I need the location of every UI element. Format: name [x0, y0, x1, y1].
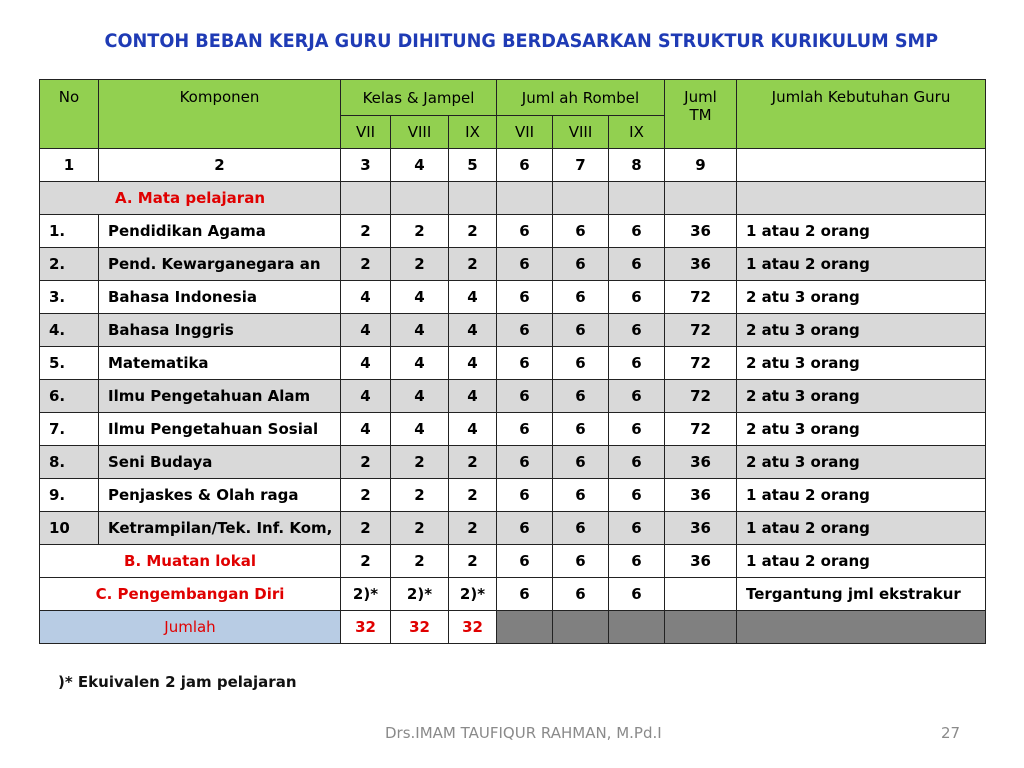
- empty-cell: [391, 182, 449, 215]
- shaded-cell: [665, 611, 737, 644]
- empty-cell: [665, 182, 737, 215]
- cell-jampel-ix: 4: [449, 347, 497, 380]
- cell-jampel-vii: 4: [341, 314, 391, 347]
- cell-jampel-viii: 4: [391, 380, 449, 413]
- subheader-rombel-ix: IX: [609, 116, 665, 149]
- cell-jampel-ix: 4: [449, 314, 497, 347]
- header-kelas-jampel: Kelas & Jampel: [341, 80, 497, 116]
- row-subject: Bahasa Indonesia: [99, 281, 341, 314]
- cell-jampel-vii: 2: [341, 446, 391, 479]
- cell-jampel-vii: 4: [341, 347, 391, 380]
- cell-rombel-viii: 6: [553, 512, 609, 545]
- table-row: [40, 347, 986, 380]
- table-row: [40, 314, 986, 347]
- cell-juml-tm: 72: [665, 314, 737, 347]
- cell-jampel-vii: 4: [341, 281, 391, 314]
- jumlah-row: [40, 611, 986, 644]
- cell-rombel-vii: 6: [497, 446, 553, 479]
- subheader-kelas-viii: VIII: [391, 116, 449, 149]
- cell-jampel-ix: 2: [449, 215, 497, 248]
- empty-cell: [553, 182, 609, 215]
- author-footer: Drs.IMAM TAUFIQUR RAHMAN, M.Pd.I: [385, 724, 662, 742]
- slide-title: CONTOH BEBAN KERJA GURU DIHITUNG BERDASARKAN STRUKTUR KURIKULUM SMP: [104, 30, 939, 52]
- table-row: [40, 248, 986, 281]
- cell-jampel-viii: 2: [391, 215, 449, 248]
- cell-jampel-ix: 2: [449, 248, 497, 281]
- cell-rombel-vii: 6: [497, 413, 553, 446]
- cell-jampel-ix: 2: [449, 446, 497, 479]
- empty-cell: [497, 182, 553, 215]
- jumlah-vii: 32: [341, 611, 391, 644]
- cell-rombel-ix: 6: [609, 314, 665, 347]
- workload-table: [39, 79, 986, 644]
- row-subject: Bahasa Inggris: [99, 314, 341, 347]
- cell-jampel-ix: 4: [449, 281, 497, 314]
- pengembangan-diri-label: C. Pengembangan Diri: [40, 578, 341, 611]
- numbering-cell: 6: [497, 149, 553, 182]
- cell-jampel-ix: 2)*: [449, 578, 497, 611]
- cell-juml-tm: 36: [665, 215, 737, 248]
- cell-jampel-vii: 2: [341, 545, 391, 578]
- table-row: [40, 479, 986, 512]
- numbering-cell: 8: [609, 149, 665, 182]
- cell-kebutuhan: 2 atu 3 orang: [737, 380, 986, 413]
- cell-kebutuhan: 2 atu 3 orang: [737, 314, 986, 347]
- cell-juml-tm: 36: [665, 248, 737, 281]
- table-row: [40, 281, 986, 314]
- footnote: )* Ekuivalen 2 jam pelajaran: [58, 673, 297, 691]
- header-no: No: [40, 80, 99, 149]
- cell-rombel-viii: 6: [553, 248, 609, 281]
- cell-jampel-viii: 4: [391, 314, 449, 347]
- empty-cell: [341, 182, 391, 215]
- cell-jampel-ix: 2: [449, 512, 497, 545]
- shaded-cell: [553, 611, 609, 644]
- row-number: 1.: [40, 215, 99, 248]
- cell-kebutuhan: 2 atu 3 orang: [737, 413, 986, 446]
- cell-rombel-ix: 6: [609, 248, 665, 281]
- header-kebutuhan: Jumlah Kebutuhan Guru: [737, 80, 986, 149]
- cell-jampel-vii: 2)*: [341, 578, 391, 611]
- cell-kebutuhan: 1 atau 2 orang: [737, 215, 986, 248]
- subheader-kelas-vii: VII: [341, 116, 391, 149]
- cell-rombel-vii: 6: [497, 479, 553, 512]
- cell-jampel-ix: 4: [449, 380, 497, 413]
- header-row: [40, 80, 986, 116]
- jumlah-viii: 32: [391, 611, 449, 644]
- cell-juml-tm: 36: [665, 512, 737, 545]
- page-number: 27: [941, 724, 961, 742]
- numbering-row: [40, 149, 986, 182]
- empty-cell: [609, 182, 665, 215]
- cell-jampel-vii: 4: [341, 413, 391, 446]
- numbering-cell: 3: [341, 149, 391, 182]
- cell-jampel-ix: 2: [449, 479, 497, 512]
- header-juml-rombel: Juml ah Rombel: [497, 80, 665, 116]
- row-subject: Pend. Kewarganegara an: [99, 248, 341, 281]
- row-number: 7.: [40, 413, 99, 446]
- cell-rombel-vii: 6: [497, 248, 553, 281]
- row-subject: Ilmu Pengetahuan Alam: [99, 380, 341, 413]
- row-number: 3.: [40, 281, 99, 314]
- cell-kebutuhan: 2 atu 3 orang: [737, 446, 986, 479]
- header-juml-tm: [665, 80, 737, 149]
- header-komponen: Komponen: [99, 80, 341, 149]
- cell-kebutuhan: 1 atau 2 orang: [737, 545, 986, 578]
- shaded-cell: [737, 611, 986, 644]
- subheader-rombel-vii: VII: [497, 116, 553, 149]
- jumlah-label-text: Jumlah: [164, 618, 216, 636]
- cell-jampel-viii: 2: [391, 446, 449, 479]
- muatan-lokal-label: B. Muatan lokal: [40, 545, 341, 578]
- jumlah-ix: 32: [449, 611, 497, 644]
- cell-jampel-vii: 2: [341, 479, 391, 512]
- cell-rombel-vii: 6: [497, 380, 553, 413]
- cell-rombel-ix: 6: [609, 347, 665, 380]
- cell-rombel-ix: 6: [609, 380, 665, 413]
- cell-rombel-viii: 6: [553, 578, 609, 611]
- cell-rombel-ix: 6: [609, 512, 665, 545]
- cell-jampel-vii: 2: [341, 215, 391, 248]
- numbering-cell: 1: [40, 149, 99, 182]
- cell-juml-tm: 72: [665, 281, 737, 314]
- empty-cell: [737, 182, 986, 215]
- cell-juml-tm: [665, 578, 737, 611]
- cell-juml-tm: 36: [665, 545, 737, 578]
- cell-rombel-vii: 6: [497, 314, 553, 347]
- pengembangan-diri-row: [40, 578, 986, 611]
- header-juml-tm-line2: TM: [689, 106, 712, 124]
- cell-rombel-ix: 6: [609, 281, 665, 314]
- table-row: [40, 215, 986, 248]
- cell-rombel-viii: 6: [553, 347, 609, 380]
- cell-kebutuhan: 2 atu 3 orang: [737, 281, 986, 314]
- cell-rombel-vii: 6: [497, 578, 553, 611]
- numbering-cell: 5: [449, 149, 497, 182]
- cell-jampel-vii: 2: [341, 248, 391, 281]
- cell-rombel-vii: 6: [497, 281, 553, 314]
- muatan-lokal-row: [40, 545, 986, 578]
- cell-jampel-viii: 2)*: [391, 578, 449, 611]
- section-a-row: [40, 182, 986, 215]
- row-number: 10: [40, 512, 99, 545]
- table-row: [40, 380, 986, 413]
- cell-rombel-vii: 6: [497, 347, 553, 380]
- cell-kebutuhan: 1 atau 2 orang: [737, 479, 986, 512]
- table-row: [40, 512, 986, 545]
- cell-rombel-ix: 6: [609, 545, 665, 578]
- cell-jampel-vii: 4: [341, 380, 391, 413]
- row-subject: Ketrampilan/Tek. Inf. Kom,: [99, 512, 341, 545]
- row-number: 4.: [40, 314, 99, 347]
- cell-rombel-viii: 6: [553, 413, 609, 446]
- subheader-kelas-ix: IX: [449, 116, 497, 149]
- cell-jampel-viii: 2: [391, 479, 449, 512]
- cell-rombel-vii: 6: [497, 215, 553, 248]
- row-number: 5.: [40, 347, 99, 380]
- numbering-cell: [737, 149, 986, 182]
- cell-rombel-viii: 6: [553, 281, 609, 314]
- cell-rombel-ix: 6: [609, 479, 665, 512]
- cell-juml-tm: 72: [665, 380, 737, 413]
- row-subject: Pendidikan Agama: [99, 215, 341, 248]
- cell-rombel-viii: 6: [553, 314, 609, 347]
- cell-jampel-ix: 2: [449, 545, 497, 578]
- cell-juml-tm: 72: [665, 347, 737, 380]
- cell-rombel-ix: 6: [609, 578, 665, 611]
- row-number: 6.: [40, 380, 99, 413]
- numbering-cell: 7: [553, 149, 609, 182]
- table-row: [40, 413, 986, 446]
- section-a-label: A. Mata pelajaran: [40, 182, 341, 215]
- table-row: [40, 446, 986, 479]
- jumlah-label: [40, 611, 341, 644]
- numbering-cell: 2: [99, 149, 341, 182]
- cell-rombel-ix: 6: [609, 446, 665, 479]
- cell-kebutuhan: Tergantung jml ekstrakur: [737, 578, 986, 611]
- cell-rombel-ix: 6: [609, 215, 665, 248]
- cell-jampel-viii: 2: [391, 512, 449, 545]
- subheader-rombel-viii: VIII: [553, 116, 609, 149]
- cell-kebutuhan: 2 atu 3 orang: [737, 347, 986, 380]
- cell-juml-tm: 36: [665, 479, 737, 512]
- shaded-cell: [497, 611, 553, 644]
- cell-rombel-viii: 6: [553, 446, 609, 479]
- cell-kebutuhan: 1 atau 2 orang: [737, 512, 986, 545]
- cell-jampel-viii: 2: [391, 545, 449, 578]
- cell-jampel-vii: 2: [341, 512, 391, 545]
- cell-jampel-viii: 4: [391, 281, 449, 314]
- row-number: 8.: [40, 446, 99, 479]
- cell-rombel-viii: 6: [553, 545, 609, 578]
- cell-rombel-viii: 6: [553, 479, 609, 512]
- cell-juml-tm: 72: [665, 413, 737, 446]
- cell-rombel-vii: 6: [497, 512, 553, 545]
- cell-juml-tm: 36: [665, 446, 737, 479]
- row-subject: Seni Budaya: [99, 446, 341, 479]
- header-juml-tm-line1: Juml: [684, 88, 717, 106]
- row-subject: Ilmu Pengetahuan Sosial: [99, 413, 341, 446]
- row-number: 9.: [40, 479, 99, 512]
- cell-rombel-viii: 6: [553, 215, 609, 248]
- cell-kebutuhan: 1 atau 2 orang: [737, 248, 986, 281]
- cell-rombel-viii: 6: [553, 380, 609, 413]
- cell-rombel-vii: 6: [497, 545, 553, 578]
- row-subject: Penjaskes & Olah raga: [99, 479, 341, 512]
- row-number: 2.: [40, 248, 99, 281]
- numbering-cell: 9: [665, 149, 737, 182]
- cell-jampel-viii: 4: [391, 347, 449, 380]
- cell-jampel-viii: 4: [391, 413, 449, 446]
- numbering-cell: 4: [391, 149, 449, 182]
- empty-cell: [449, 182, 497, 215]
- shaded-cell: [609, 611, 665, 644]
- cell-jampel-ix: 4: [449, 413, 497, 446]
- row-subject: Matematika: [99, 347, 341, 380]
- cell-jampel-viii: 2: [391, 248, 449, 281]
- cell-rombel-ix: 6: [609, 413, 665, 446]
